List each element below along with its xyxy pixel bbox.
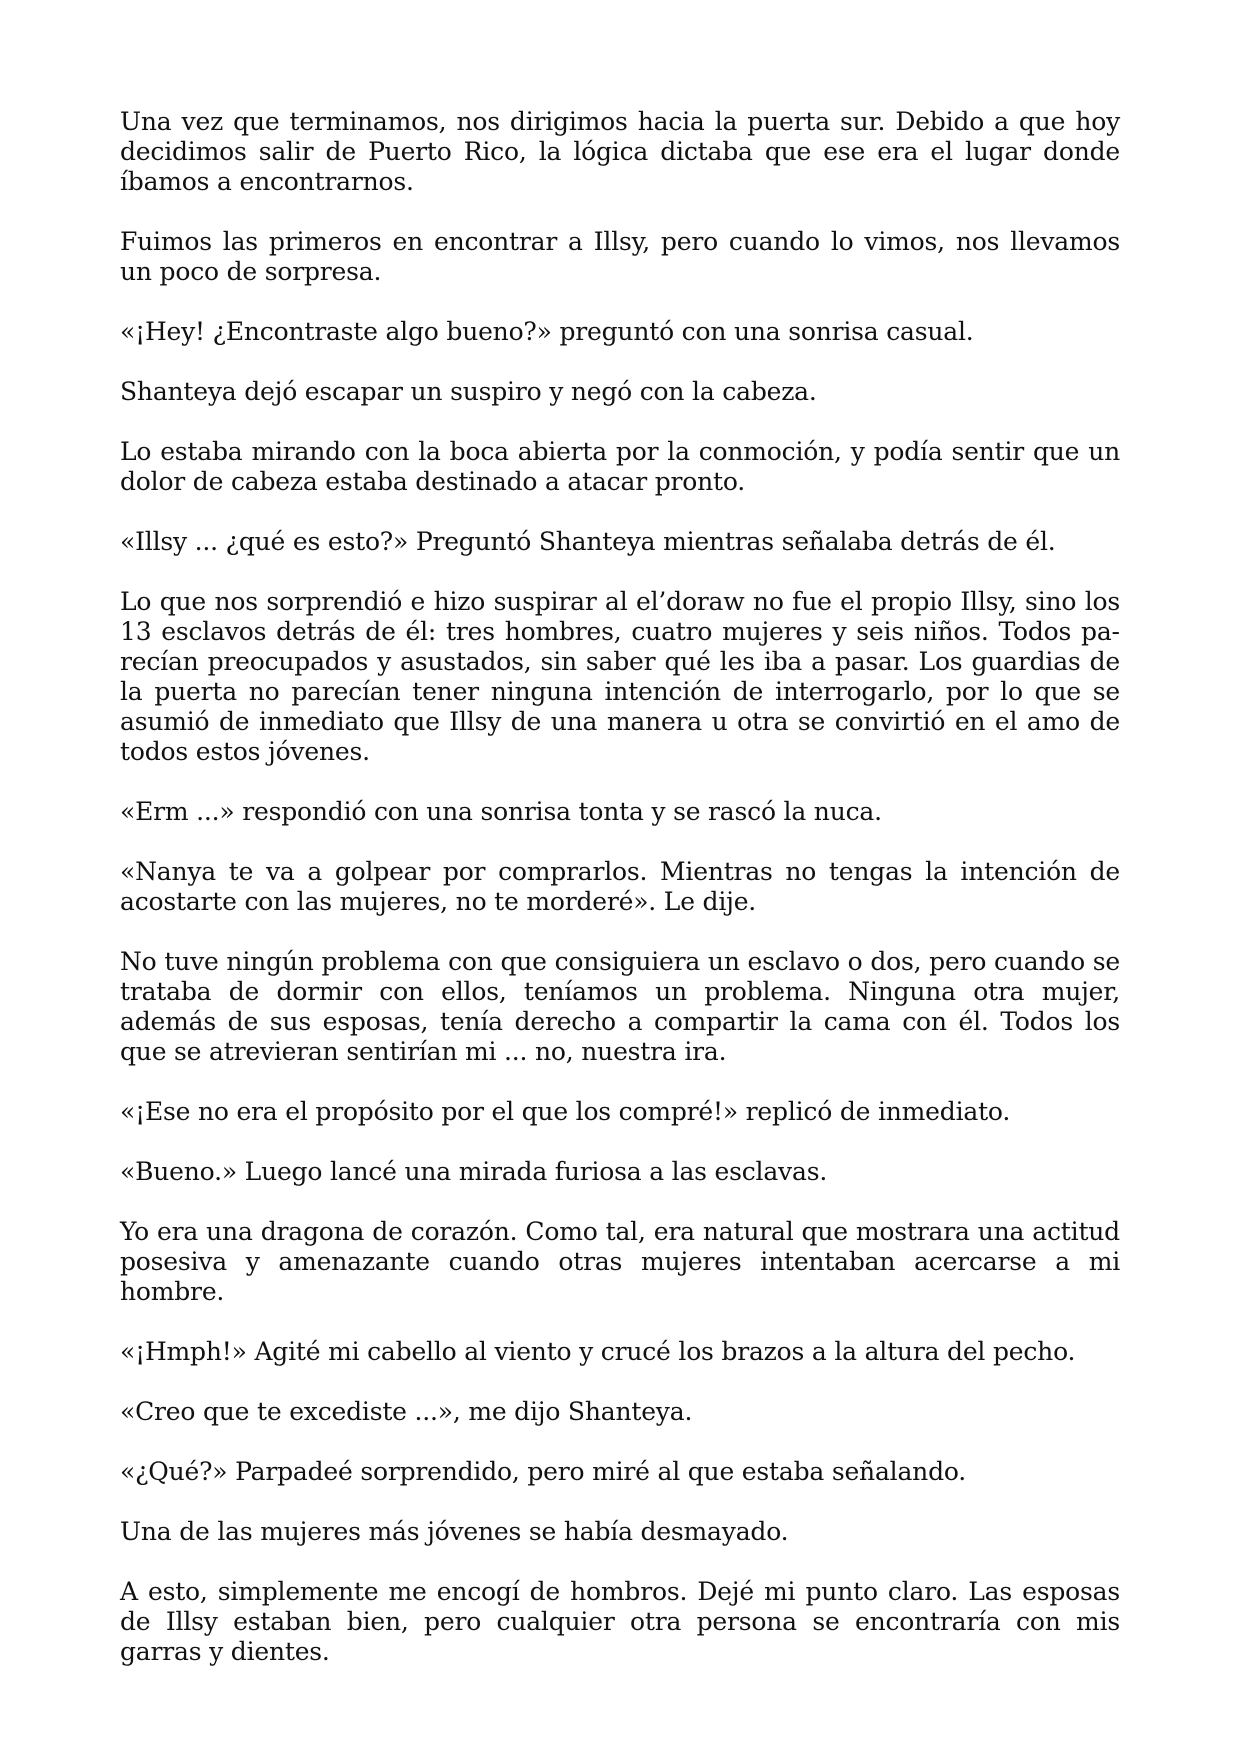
paragraph-10: No tuve ningún problema con que consiguiera un esclavo o dos, pero cuando se trataba de dormir con ellos, teníamos un problema. Ninguna otra mujer, además de sus esposas, tenía derecho a compartir la cama con él. Todos los que se atrevieran sentirían mi ... no, nuestra ira. [120, 947, 1120, 1066]
paragraph-15: «Creo que te excediste ...», me dijo Shanteya. [120, 1397, 693, 1426]
paragraph-18: A esto, simplemente me encogí de hombros. Dejé mi punto claro. Las esposas de Illsy estaban bien, pero cualquier otra persona se encontraría con mis garras y dientes. [120, 1577, 1120, 1666]
paragraph-5: Lo estaba mirando con la boca abierta por la conmoción, y podía sentir que un dolor de cabeza estaba destinado a atacar pronto. [120, 437, 1120, 496]
document-body [120, 107, 1120, 1667]
paragraph-9: «Nanya te va a golpear por comprarlos. Mientras no tengas la intención de acostarte con las mujeres, no te morderé». Le dije. [120, 857, 1120, 916]
paragraph-7: Lo que nos sorprendió e hizo suspirar al el’doraw no fue el propio Illsy, sino los 13 esclavos detrás de él: tres hombres, cuatro mujeres y seis niños. Todos parecían preocupados y asustados, sin saber qué les iba a pasar. Los guardias de la puerta no parecían tener ninguna intención de interrogarlo, por lo que se asumió de inmediato que Illsy de una manera u otra se convirtió en el amo de todos estos jóvenes. [120, 587, 1120, 766]
paragraph-4: Shanteya dejó escapar un suspiro y negó con la cabeza. [120, 377, 817, 406]
paragraph-1: Una vez que terminamos, nos dirigimos hacia la puerta sur. Debido a que hoy decidimos salir de Puerto Rico, la lógica dictaba que ese era el lugar donde íbamos a encontrarnos. [120, 107, 1120, 196]
paragraph-12: «Bueno.» Luego lancé una mirada furiosa a las esclavas. [120, 1157, 828, 1186]
paragraph-17: Una de las mujeres más jóvenes se había desmayado. [120, 1517, 789, 1546]
paragraph-2: Fuimos las primeros en encontrar a Illsy, pero cuando lo vimos, nos llevamos un poco de sorpresa. [120, 227, 1120, 286]
paragraph-8: «Erm ...» respondió con una sonrisa tonta y se rascó la nuca. [120, 797, 882, 826]
paragraph-11: «¡Ese no era el propósito por el que los compré!» replicó de inmediato. [120, 1097, 1011, 1126]
paragraph-6: «Illsy ... ¿qué es esto?» Preguntó Shanteya mientras señalaba detrás de él. [120, 527, 1056, 556]
paragraph-13: Yo era una dragona de corazón. Como tal, era natural que mostrara una actitud posesiva y amenazante cuando otras mujeres intentaban acercarse a mi hombre. [120, 1217, 1120, 1306]
paragraph-16: «¿Qué?» Parpadeé sorprendido, pero miré al que estaba señalando. [120, 1457, 967, 1486]
paragraph-3: «¡Hey! ¿Encontraste algo bueno?» preguntó con una sonrisa casual. [120, 317, 974, 346]
paragraph-14: «¡Hmph!» Agité mi cabello al viento y crucé los brazos a la altura del pecho. [120, 1337, 1076, 1366]
